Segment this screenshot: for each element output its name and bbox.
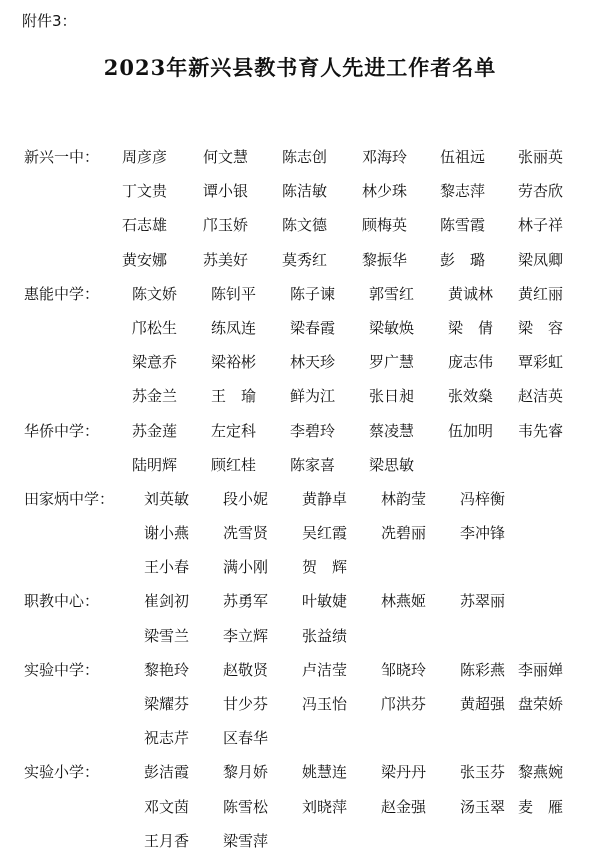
school-group: [0, 755, 600, 858]
person-name: 李冲锋: [460, 524, 506, 543]
person-name: 鲜为江: [290, 387, 336, 406]
person-name: 谢小燕: [144, 524, 190, 543]
person-name: 莫秀红: [282, 250, 328, 269]
person-name: 黄安娜: [122, 250, 168, 269]
person-name: 崔剑初: [144, 592, 190, 611]
person-name: 梁雪萍: [223, 831, 269, 850]
person-name: 陈志创: [282, 148, 328, 166]
names-row: [0, 311, 600, 345]
person-name: 练凤连: [211, 318, 257, 337]
person-name: 梁意乔: [132, 353, 178, 372]
person-name: 谭小银: [203, 182, 249, 201]
person-name: 伍加明: [448, 421, 494, 440]
person-name: 黄诚林: [448, 284, 494, 303]
person-name: 王月香: [144, 831, 190, 850]
person-name: 卢洁莹: [302, 660, 348, 679]
person-name: 陈文娇: [132, 284, 178, 303]
person-name: 郭雪红: [369, 284, 415, 303]
person-name: 贺 辉: [302, 558, 348, 577]
attachment-label: 附件3：: [22, 12, 77, 30]
person-name: 韦先睿: [518, 421, 564, 440]
person-name: 顾梅英: [362, 216, 408, 235]
person-name: 甘少芬: [223, 695, 269, 713]
person-name: 劳杏欣: [518, 182, 564, 201]
person-name: 梁耀芬: [144, 695, 190, 713]
person-name: 蔡凌慧: [369, 421, 415, 440]
person-name: 陈钊平: [211, 284, 257, 303]
person-name: 梁 倩: [448, 318, 494, 337]
person-name: 梁敏焕: [369, 318, 415, 337]
school-label: 实验小学：: [24, 763, 100, 782]
person-name: 苏金莲: [132, 421, 178, 440]
names-row: [0, 721, 600, 755]
person-name: 汤玉翠: [460, 797, 506, 816]
person-name: 苏翠丽: [460, 592, 506, 611]
person-name: 张丽英: [518, 148, 564, 166]
person-name: 黎燕婉: [518, 763, 564, 782]
names-row: [0, 550, 600, 584]
person-name: 冼雪贤: [223, 524, 269, 543]
names-row: [0, 414, 600, 448]
person-name: 黄超强: [460, 695, 506, 713]
person-name: 陆明辉: [132, 455, 178, 474]
person-name: 李碧玲: [290, 421, 336, 440]
person-name: 赵敬贤: [223, 660, 269, 679]
person-name: 丁文贵: [122, 182, 168, 201]
person-name: 陈彩燕: [460, 660, 506, 679]
person-name: 盘荣娇: [518, 695, 564, 713]
person-name: 祝志芹: [144, 729, 190, 748]
person-name: 刘晓萍: [302, 797, 348, 816]
person-name: 麦 雁: [518, 797, 564, 816]
person-name: 梁思敏: [369, 455, 415, 474]
person-name: 刘英敏: [144, 489, 190, 508]
person-name: 林天珍: [290, 353, 336, 372]
person-name: 吴红霞: [302, 524, 348, 543]
person-name: 赵洁英: [518, 387, 564, 406]
names-row: [0, 174, 600, 208]
names-row: [0, 140, 600, 174]
person-name: 叶敏婕: [302, 592, 348, 611]
person-name: 苏美好: [203, 250, 249, 269]
person-name: 林韵莹: [381, 489, 427, 508]
school-group: [0, 414, 600, 482]
names-row: [0, 619, 600, 653]
names-row: [0, 687, 600, 721]
person-name: 陈文德: [282, 216, 328, 235]
names-row: [0, 448, 600, 482]
person-name: 邝洪芬: [381, 695, 427, 713]
person-name: 王小春: [144, 558, 190, 577]
names-row: [0, 824, 600, 858]
person-name: 彭洁霞: [144, 763, 190, 782]
person-name: 陈洁敏: [282, 182, 328, 201]
person-name: 张玉芬: [460, 763, 506, 782]
names-row: [0, 345, 600, 379]
person-name: 梁丹丹: [381, 763, 427, 782]
person-name: 梁 容: [518, 318, 564, 337]
person-name: 陈子谏: [290, 284, 336, 303]
names-row: [0, 653, 600, 687]
person-name: 邹晓玲: [381, 660, 427, 679]
person-name: 张日昶: [369, 387, 415, 406]
person-name: 左定科: [211, 421, 257, 440]
person-name: 邓文茵: [144, 797, 190, 816]
person-name: 黎振华: [362, 250, 408, 269]
person-name: 黎月娇: [223, 763, 269, 782]
person-name: 冯梓衡: [460, 489, 506, 508]
person-name: 苏金兰: [132, 387, 178, 406]
names-row: [0, 379, 600, 413]
person-name: 伍祖远: [440, 148, 486, 166]
names-row: [0, 516, 600, 550]
document-title: 2023年新兴县教书育人先进工作者名单: [103, 55, 497, 80]
names-row: [0, 277, 600, 311]
person-name: 冯玉怡: [302, 695, 348, 713]
names-row: [0, 208, 600, 242]
person-name: 区春华: [223, 729, 269, 748]
names-row: [0, 482, 600, 516]
person-name: 黄静卓: [302, 489, 348, 508]
person-name: 周彦彦: [122, 148, 168, 166]
names-row: [0, 584, 600, 618]
person-name: 邝玉娇: [203, 216, 249, 235]
person-name: 冼碧丽: [381, 524, 427, 543]
person-name: 林少珠: [362, 182, 408, 201]
person-name: 梁凤卿: [518, 250, 564, 269]
person-name: 覃彩虹: [518, 353, 564, 372]
person-name: 李丽婵: [518, 660, 564, 679]
person-name: 黎志萍: [440, 182, 486, 201]
person-name: 罗广慧: [369, 353, 415, 372]
names-row: [0, 755, 600, 789]
school-group: [0, 140, 600, 277]
person-name: 姚慧连: [302, 763, 348, 782]
person-name: 苏勇军: [223, 592, 269, 611]
person-name: 石志雄: [122, 216, 168, 235]
school-label: 惠能中学：: [24, 284, 100, 303]
person-name: 顾红桂: [211, 455, 257, 474]
person-name: 段小妮: [223, 489, 269, 508]
names-row: [0, 243, 600, 277]
school-group: [0, 482, 600, 585]
names-row: [0, 790, 600, 824]
person-name: 庞志伟: [448, 353, 494, 372]
person-name: 满小刚: [223, 558, 269, 577]
school-label: 田家炳中学：: [24, 489, 115, 508]
school-label: 华侨中学：: [24, 421, 100, 440]
person-name: 陈雪松: [223, 797, 269, 816]
person-name: 梁裕彬: [211, 353, 257, 372]
person-name: 张效燊: [448, 387, 494, 406]
person-name: 林燕姬: [381, 592, 427, 611]
person-name: 黄红丽: [518, 284, 564, 303]
school-group: [0, 277, 600, 414]
school-group: [0, 653, 600, 756]
person-name: 林子祥: [518, 216, 564, 235]
person-name: 陈家喜: [290, 455, 336, 474]
person-name: 陈雪霞: [440, 216, 486, 235]
person-name: 张益绩: [302, 626, 348, 645]
person-name: 梁春霞: [290, 318, 336, 337]
person-name: 何文慧: [203, 148, 249, 166]
person-name: 梁雪兰: [144, 626, 190, 645]
person-name: 李立辉: [223, 626, 269, 645]
person-name: 黎艳玲: [144, 660, 190, 679]
school-label: 新兴一中：: [24, 148, 100, 166]
school-label: 实验中学：: [24, 660, 100, 679]
school-group: [0, 584, 600, 652]
honoree-list: [0, 140, 600, 858]
person-name: 赵金强: [381, 797, 427, 816]
school-label: 职教中心：: [24, 592, 100, 611]
person-name: 王 瑜: [211, 387, 257, 406]
person-name: 邝松生: [132, 318, 178, 337]
person-name: 彭 璐: [440, 250, 486, 269]
person-name: 邓海玲: [362, 148, 408, 166]
